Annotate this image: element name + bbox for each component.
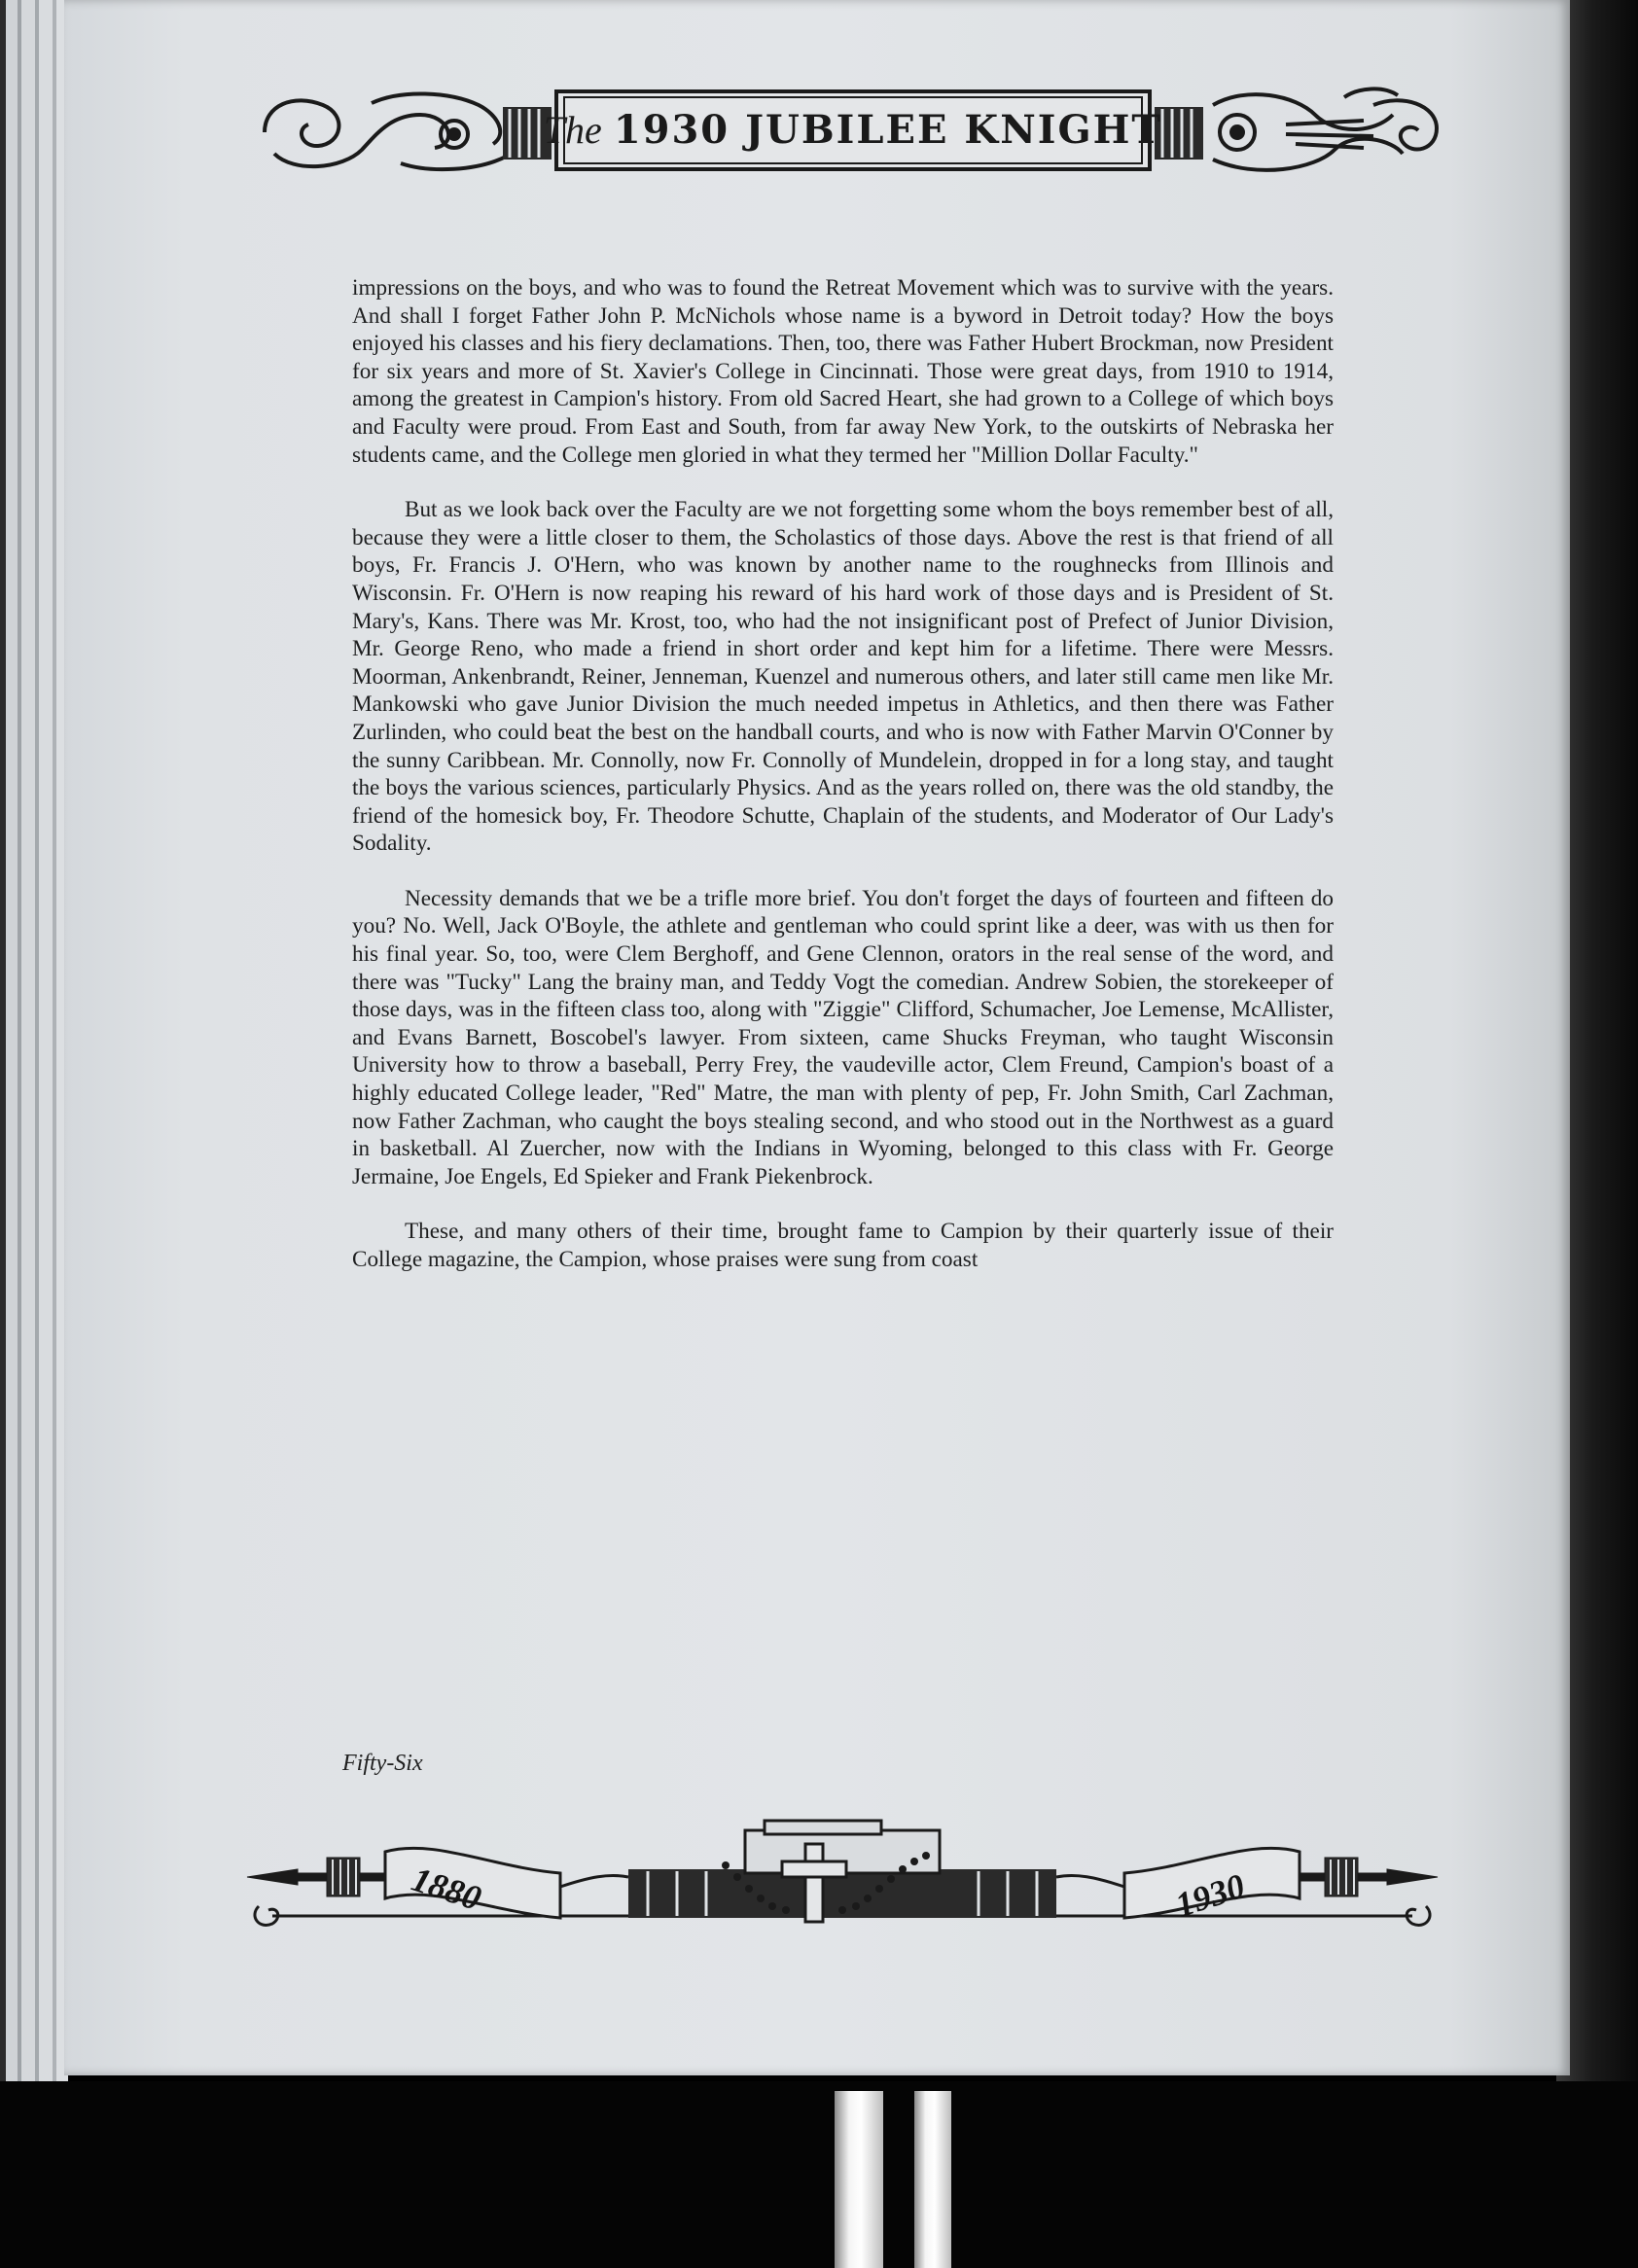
banner-year-right: 1930 [1170, 1865, 1250, 1926]
article-body [352, 274, 1334, 1274]
footer-anniversary-ornament [239, 1809, 1445, 1955]
page-stack-edges [0, 0, 68, 2081]
scan-light-streak [914, 2091, 951, 2268]
page-number: Fifty-Six [342, 1751, 423, 1776]
paragraph: impressions on the boys, and who was to found the Retreat Movement which was to survive with the years. And shall I forget Father John P. McNichols whose name is a byword in Detroit today? How the boys enjoyed his classes and his fiery declamations. Then, too, there was Father Hubert Brockman, now President for six years and more of St. Xavier's College in Cincinnati. Those were great days, from 1910 to 1914, among the greatest in Campion's history. From old Sacred Heart, she had grown to a College of which boys and Faculty were proud. From East and South, from far away New York, to the outskirts of Nebraska her students came, and the College men gloried in what they termed her "Million Dollar Faculty." [352, 275, 1334, 468]
banner-year-left: 1880 [407, 1859, 486, 1919]
footer-banner-graphic [239, 1809, 1445, 1955]
scan-light-streak [835, 2091, 883, 2268]
paragraph: Necessity demands that we be a trifle more brief. You don't forget the days of fourteen and fifteen do you? No. Well, Jack O'Boyle, the athlete and gentleman who could sprint like a deer, was with us then for his final year. So, too, were Clem Berghoff, and Gene Clennon, orators in the real sense of the word, and there was "Tucky" Lang the brainy man, and Teddy Vogt the comedian. Andrew Sobien, the storekeeper of those days, was in the fifteen class too, along with "Ziggie" Clifford, Schumacher, Joe Lemense, McAllister, and Evans Barnett, Boscobel's lawyer. From sixteen, came Shucks Freyman, who taught Wisconsin University how to throw a baseball, Perry Frey, the vaudeville actor, Clem Freund, Campion's boast of a highly educated College leader, "Red" Matre, the man with plenty of pep, Fr. John Smith, Carl Zachman, now Father Zachman, who caught the boys stealing second, and who stood out in the Northwest as a guard in basketball. Al Zuercher, now with the Indians in Wyoming, belonged to this class with Fr. George Jermaine, Joe Engels, Ed Spieker and Frank Piekenbrock. [352, 885, 1334, 1189]
paragraph: These, and many others of their time, brought fame to Campion by their quarterly issue of their College magazine, the Campion, whose praises were sung from coast [352, 1219, 1334, 1272]
header-title: 1930 JUBILEE KNIGHT [613, 106, 1163, 153]
header-banner [255, 86, 1451, 179]
header-title-plate [543, 95, 1163, 163]
header-the-label: The [543, 107, 602, 152]
paragraph: But as we look back over the Faculty are we not forgetting some whom the boys remember best of all, because they were a little closer to them, the Scholastics of those days. Above the rest is that friend of all boys, Fr. Francis J. O'Hern, who was known by another name to the roughnecks from Illinois and Wisconsin. Fr. O'Hern is now reaping his reward of his hard work of those days and is President of St. Mary's, Kans. There was Mr. Krost, too, who had the not insignificant post of Prefect of Junior Division, Mr. George Reno, who made a friend in short order and kept him for a lifetime. There were Messrs. Moorman, Ankenbrandt, Reiner, Jenneman, Kuenzel and numerous others, and later still came men like Mr. Mankowski who gave Junior Division the much needed impetus in Athletics, and then there was Father Zurlinden, who could beat the best on the handball courts, and who is now with Father Marvin O'Conner by the sunny Caribbean. Mr. Connolly, now Fr. Connolly of Mundelein, dropped in for a long stay, and taught the boys the various sciences, particularly Physics. And as the years rolled on, there was the old standby, the friend of the homesick boy, Fr. Theodore Schutte, Chaplain of the students, and Moderator of Our Lady's Sodality. [352, 497, 1334, 857]
scan-dark-edge-bottom [0, 2081, 1638, 2268]
